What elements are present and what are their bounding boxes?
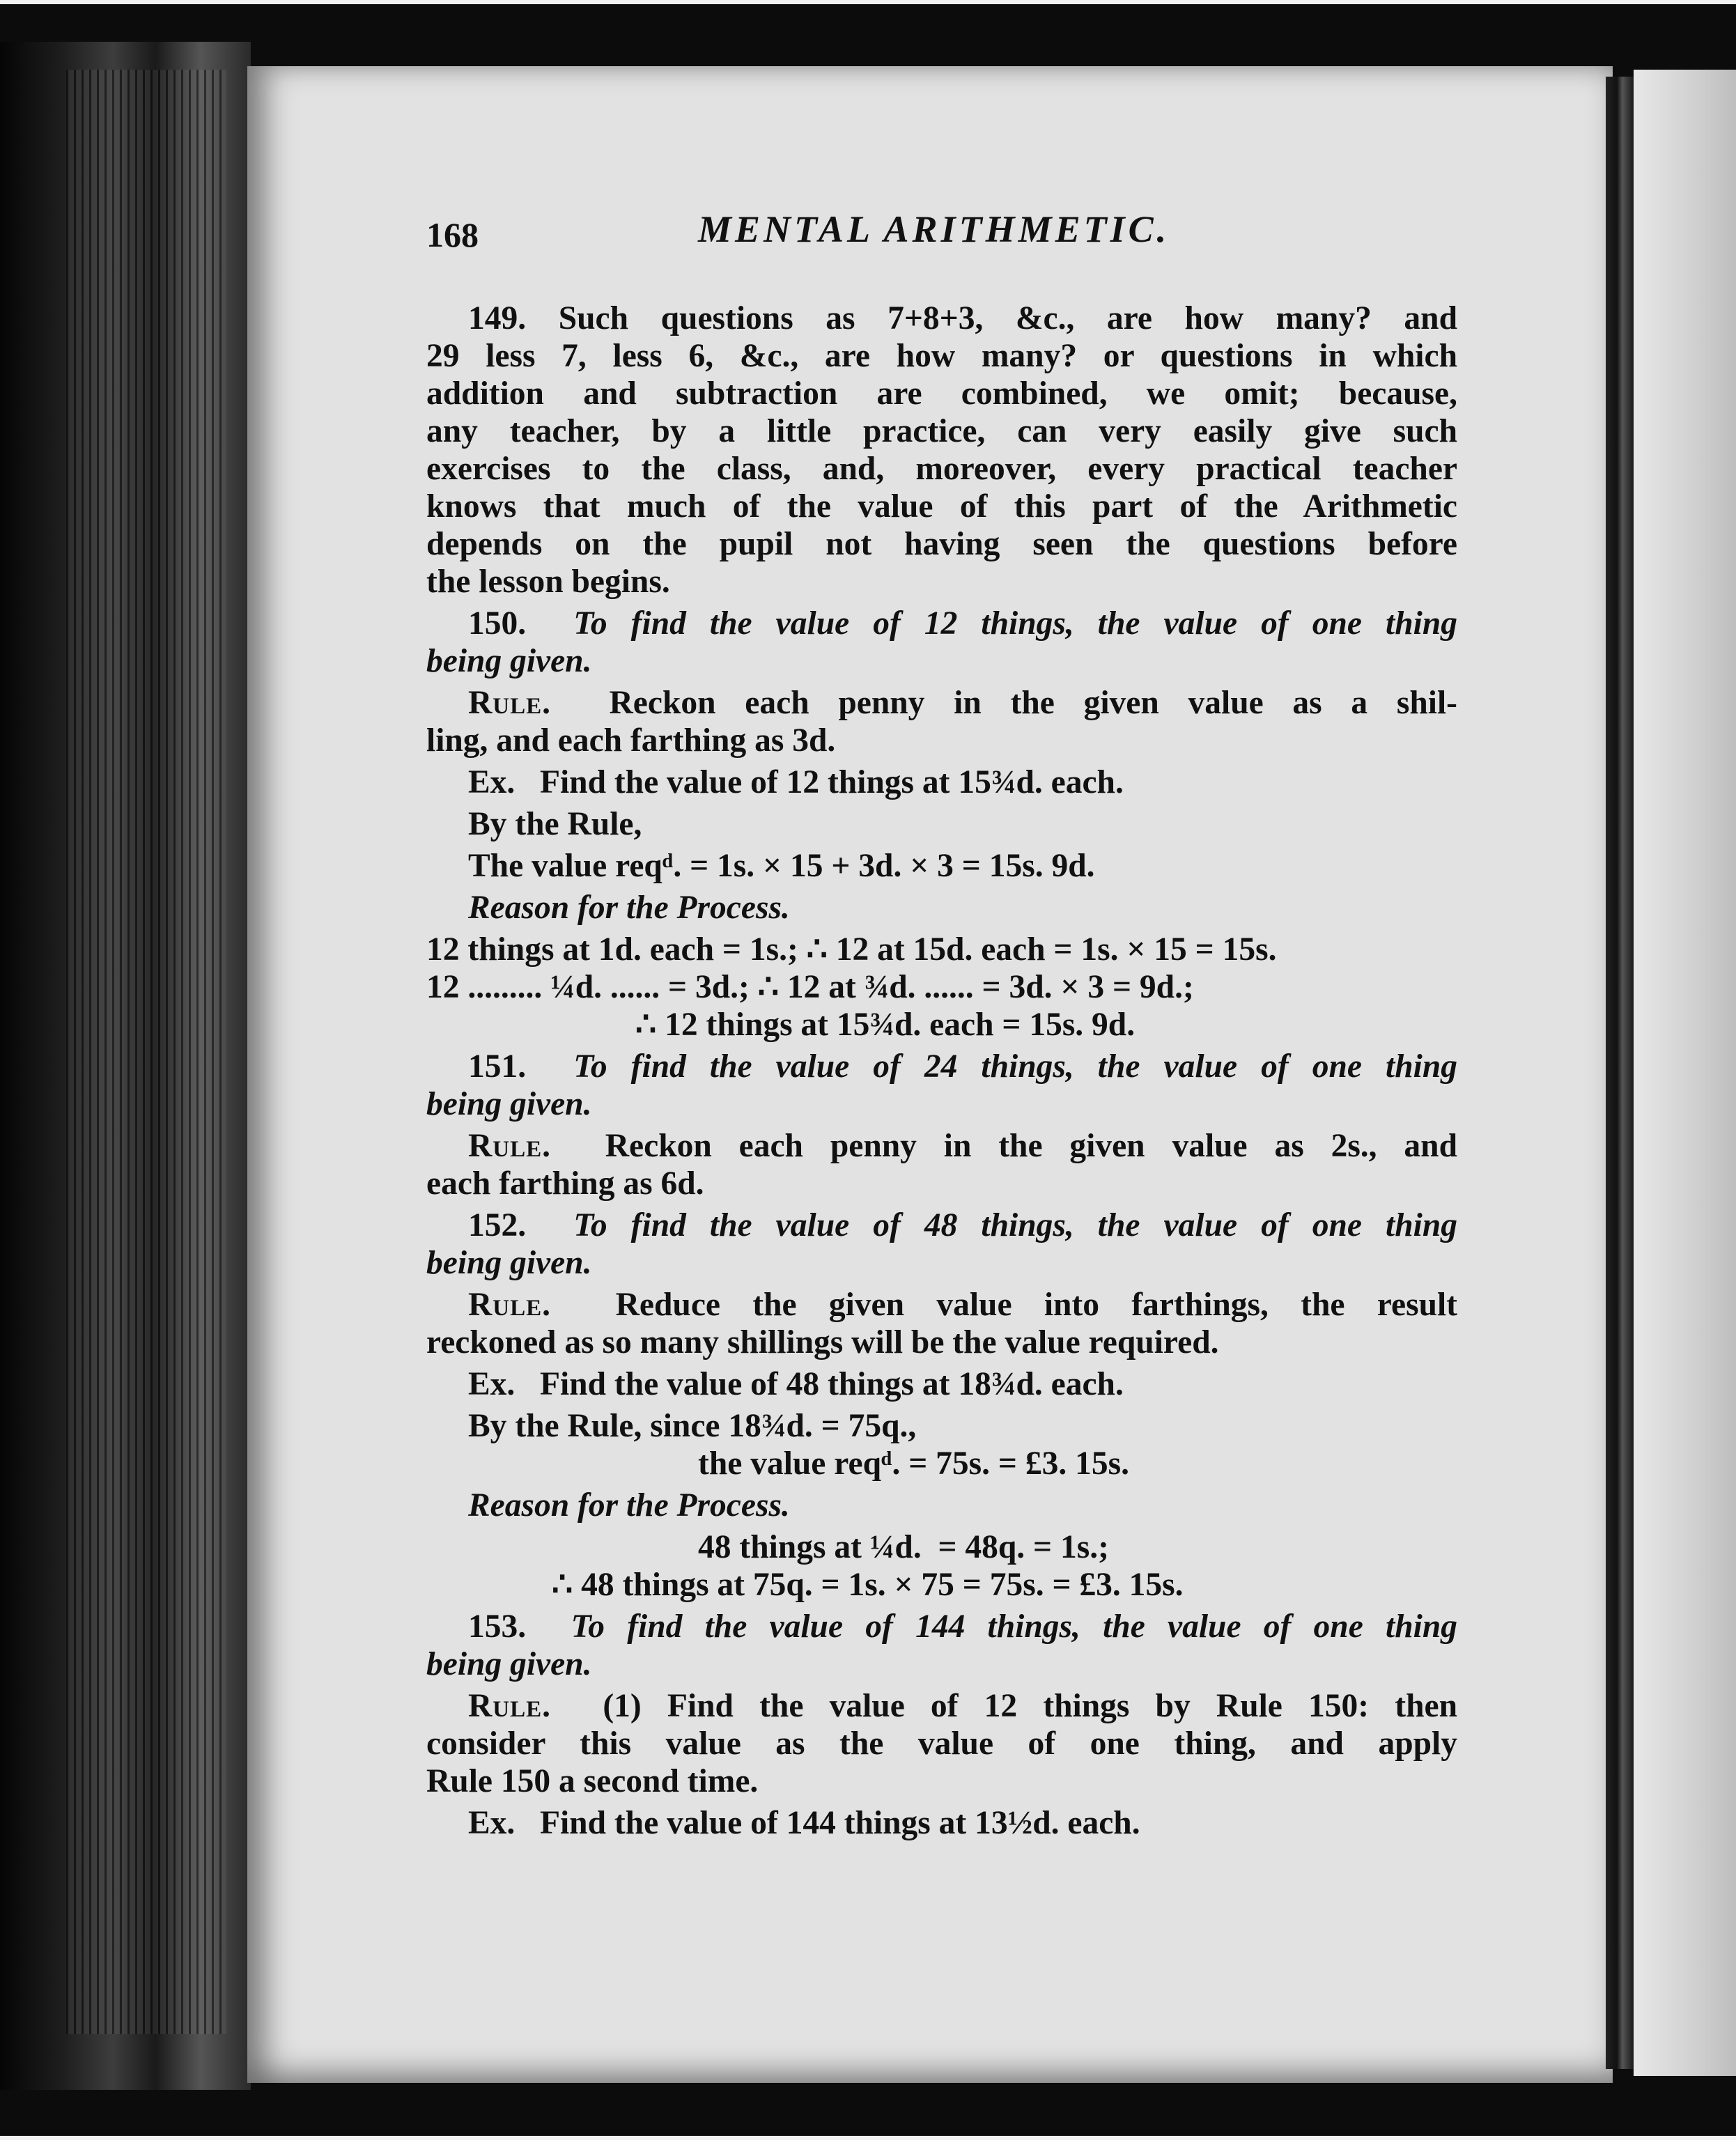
rule-text-cont: Rule 150 a second time. xyxy=(426,1763,759,1799)
example-text: Find the value of 12 things at 15¾d. each. xyxy=(539,764,1124,800)
calc-line: ∴ 48 things at 75q. = 1s. × 75 = 75s. = £3. 15s. xyxy=(552,1567,1184,1603)
text-line: any teacher, by a little practice, can very easily give such xyxy=(426,413,1457,449)
example-text: Find the value of 144 things at 13½d. each. xyxy=(539,1805,1140,1841)
page-content xyxy=(426,208,1458,1842)
section-heading-cont: being given. xyxy=(426,643,592,679)
page-edges xyxy=(66,70,226,2034)
section-153 xyxy=(426,1608,1457,1842)
running-title: MENTAL ARITHMETIC. xyxy=(698,208,1170,250)
calc-line: ∴ 12 things at 15¾d. each = 15s. 9d. xyxy=(635,1007,1136,1043)
value-line: the value reqᵈ. = 75s. = £3. 15s. xyxy=(698,1445,1129,1482)
section-heading: To find the value of 48 things, the value of one thing xyxy=(573,1207,1458,1243)
page-header xyxy=(426,208,1457,272)
section-heading-cont: being given. xyxy=(426,1245,592,1281)
section-number: 152. xyxy=(468,1207,527,1243)
section-152 xyxy=(426,1207,1457,1604)
section-151 xyxy=(426,1048,1457,1202)
rule-label: Rule. xyxy=(468,1128,552,1164)
rule-text: Reckon each penny in the given value as 2s., and xyxy=(605,1128,1457,1164)
text-line: knows that much of the value of this part of the Arithmetic xyxy=(426,488,1457,525)
calc-line: 48 things at ¼d. = 48q. = 1s.; xyxy=(698,1529,1109,1565)
rule-text-cont: reckoned as so many shillings will be the value required. xyxy=(426,1324,1219,1360)
example-label: Ex. xyxy=(468,1805,516,1841)
by-rule: By the Rule, xyxy=(468,806,642,842)
example-label: Ex. xyxy=(468,764,516,800)
text-line: addition and subtraction are combined, we omit; because, xyxy=(426,375,1457,412)
text-line: 29 less 7, less 6, &c., are how many? or questions in which xyxy=(426,338,1457,374)
rule-label: Rule. xyxy=(468,1688,552,1724)
section-number: 153. xyxy=(468,1608,527,1645)
value-line: The value reqᵈ. = 1s. × 15 + 3d. × 3 = 15s. 9d. xyxy=(468,848,1095,884)
section-heading: To find the value of 12 things, the value of one thing xyxy=(573,605,1458,642)
rule-label: Rule. xyxy=(468,685,552,721)
paragraph-149 xyxy=(426,300,1457,600)
example-label: Ex. xyxy=(468,1366,516,1402)
page-number: 168 xyxy=(426,215,479,254)
text-line: depends on the pupil not having seen the questions before xyxy=(426,526,1457,562)
section-number: 151. xyxy=(468,1048,527,1085)
reason-heading: Reason for the Process. xyxy=(468,890,790,926)
scan-border-top xyxy=(0,0,1736,4)
section-heading-cont: being given. xyxy=(426,1646,592,1682)
section-heading-cont: being given. xyxy=(426,1086,592,1122)
rule-text-cont: consider this value as the value of one thing, and apply xyxy=(426,1726,1457,1762)
by-rule: By the Rule, since 18¾d. = 75q., xyxy=(468,1408,917,1444)
section-150 xyxy=(426,605,1457,1044)
calc-line: 12 things at 1d. each = 1s.; ∴ 12 at 15d. each = 1s. × 15 = 15s. xyxy=(426,931,1277,968)
reason-heading: Reason for the Process. xyxy=(468,1487,790,1523)
section-number: 150. xyxy=(468,605,527,642)
text-line: the lesson begins. xyxy=(426,564,670,600)
text-line: 149. Such questions as 7+8+3, &c., are how many? and xyxy=(468,300,1457,336)
calc-line: 12 ......... ¼d. ...... = 3d.; ∴ 12 at ¾d. ...... = 3d. × 3 = 9d.; xyxy=(426,969,1194,1005)
text-line: exercises to the class, and, moreover, every practical teacher xyxy=(426,451,1457,487)
scan-border-bottom xyxy=(0,2136,1736,2140)
example-text: Find the value of 48 things at 18¾d. each. xyxy=(539,1366,1124,1402)
rule-text-cont: ling, and each farthing as 3d. xyxy=(426,722,836,759)
facing-page-edge xyxy=(1606,77,1634,2069)
rule-text: (1) Find the value of 12 things by Rule 150: then xyxy=(603,1688,1458,1724)
section-heading: To find the value of 24 things, the value of one thing xyxy=(573,1048,1458,1085)
facing-page-strip xyxy=(1634,70,1736,2076)
rule-text: Reckon each penny in the given value as a shil- xyxy=(609,685,1457,721)
section-heading: To find the value of 144 things, the value of one thing xyxy=(571,1608,1458,1645)
rule-text-cont: each farthing as 6d. xyxy=(426,1165,704,1202)
rule-label: Rule. xyxy=(468,1287,552,1323)
rule-text: Reduce the given value into farthings, the result xyxy=(615,1287,1457,1323)
